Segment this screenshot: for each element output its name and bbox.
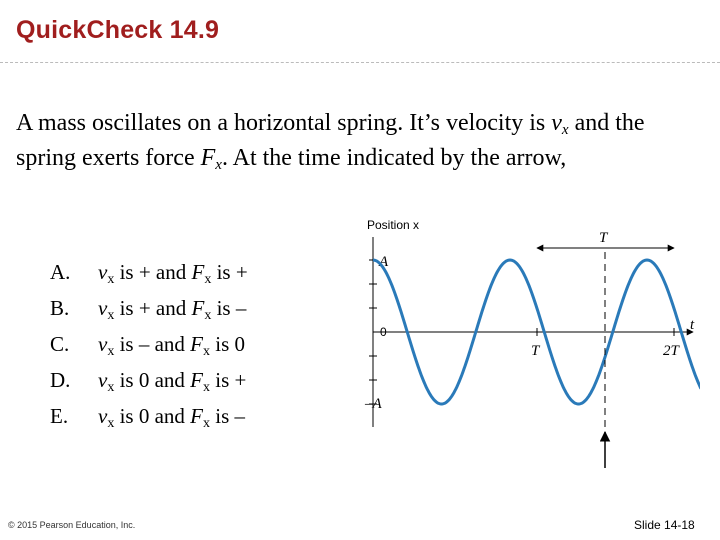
option-v: v <box>98 368 108 392</box>
option-mid: is – and <box>114 332 191 356</box>
option-end: is – <box>211 296 247 320</box>
slide-title: QuickCheck 14.9 <box>16 16 220 44</box>
option-f-sub: x <box>204 308 212 323</box>
velocity-subscript: x <box>561 122 569 138</box>
option-v-sub: x <box>107 272 115 287</box>
option-v-sub: x <box>107 344 115 359</box>
option-end: is + <box>209 368 247 392</box>
option-v: v <box>98 260 108 284</box>
option-f-sub: x <box>202 344 210 359</box>
question-part-1: A mass oscillates on a horizontal spring. It’s velocity is <box>16 110 552 136</box>
option-v: v <box>98 296 108 320</box>
option-end: is 0 <box>209 332 245 356</box>
option-mid: is + and <box>114 260 192 284</box>
option-d[interactable] <box>50 366 248 402</box>
option-f-sub: x <box>202 416 210 431</box>
question-part-3: . At the time indicated by the arrow, <box>221 145 567 171</box>
option-f-sub: x <box>204 272 212 287</box>
y-tick-a: A <box>379 254 389 270</box>
option-v-sub: x <box>107 416 115 431</box>
force-subscript: x <box>215 157 222 173</box>
option-v: v <box>98 332 108 356</box>
option-mid: is + and <box>114 296 192 320</box>
option-letter: E. <box>50 404 69 428</box>
question-part-2: and the spring exerts force <box>16 110 645 171</box>
option-a[interactable] <box>50 258 248 294</box>
velocity-symbol: v <box>551 110 562 136</box>
option-c[interactable] <box>50 330 248 366</box>
option-b[interactable] <box>50 294 248 330</box>
slide-number: Slide 14-18 <box>634 518 695 532</box>
y-axis-label: Position x <box>367 218 420 232</box>
question-text <box>16 107 706 177</box>
option-f: F <box>190 332 203 356</box>
option-v-sub: x <box>107 308 115 323</box>
y-tick-neg-a: –A <box>365 396 382 412</box>
option-v: v <box>98 404 108 428</box>
option-letter: A. <box>50 260 71 284</box>
option-e[interactable] <box>50 402 248 438</box>
force-symbol: F <box>200 145 216 171</box>
option-f-sub: x <box>202 380 210 395</box>
option-mid: is 0 and <box>114 404 191 428</box>
option-f: F <box>191 296 205 320</box>
y-tick-zero: 0 <box>380 325 387 339</box>
option-end: is – <box>209 404 245 428</box>
period-label: T <box>599 230 608 246</box>
title-divider <box>0 62 720 63</box>
option-f: F <box>191 260 205 284</box>
option-mid: is 0 and <box>114 368 191 392</box>
option-f: F <box>190 404 203 428</box>
position-time-graph <box>355 212 700 474</box>
option-letter: C. <box>50 332 70 356</box>
x-tick-2t: 2T <box>663 343 679 359</box>
option-letter: B. <box>50 296 70 320</box>
x-tick-t: T <box>531 343 540 359</box>
answer-options <box>50 258 248 438</box>
option-end: is + <box>211 260 248 284</box>
option-letter: D. <box>50 368 71 392</box>
copyright-text: © 2015 Pearson Education, Inc. <box>8 520 136 530</box>
option-v-sub: x <box>107 380 115 395</box>
option-f: F <box>190 368 203 392</box>
x-axis-label: t <box>690 317 695 333</box>
